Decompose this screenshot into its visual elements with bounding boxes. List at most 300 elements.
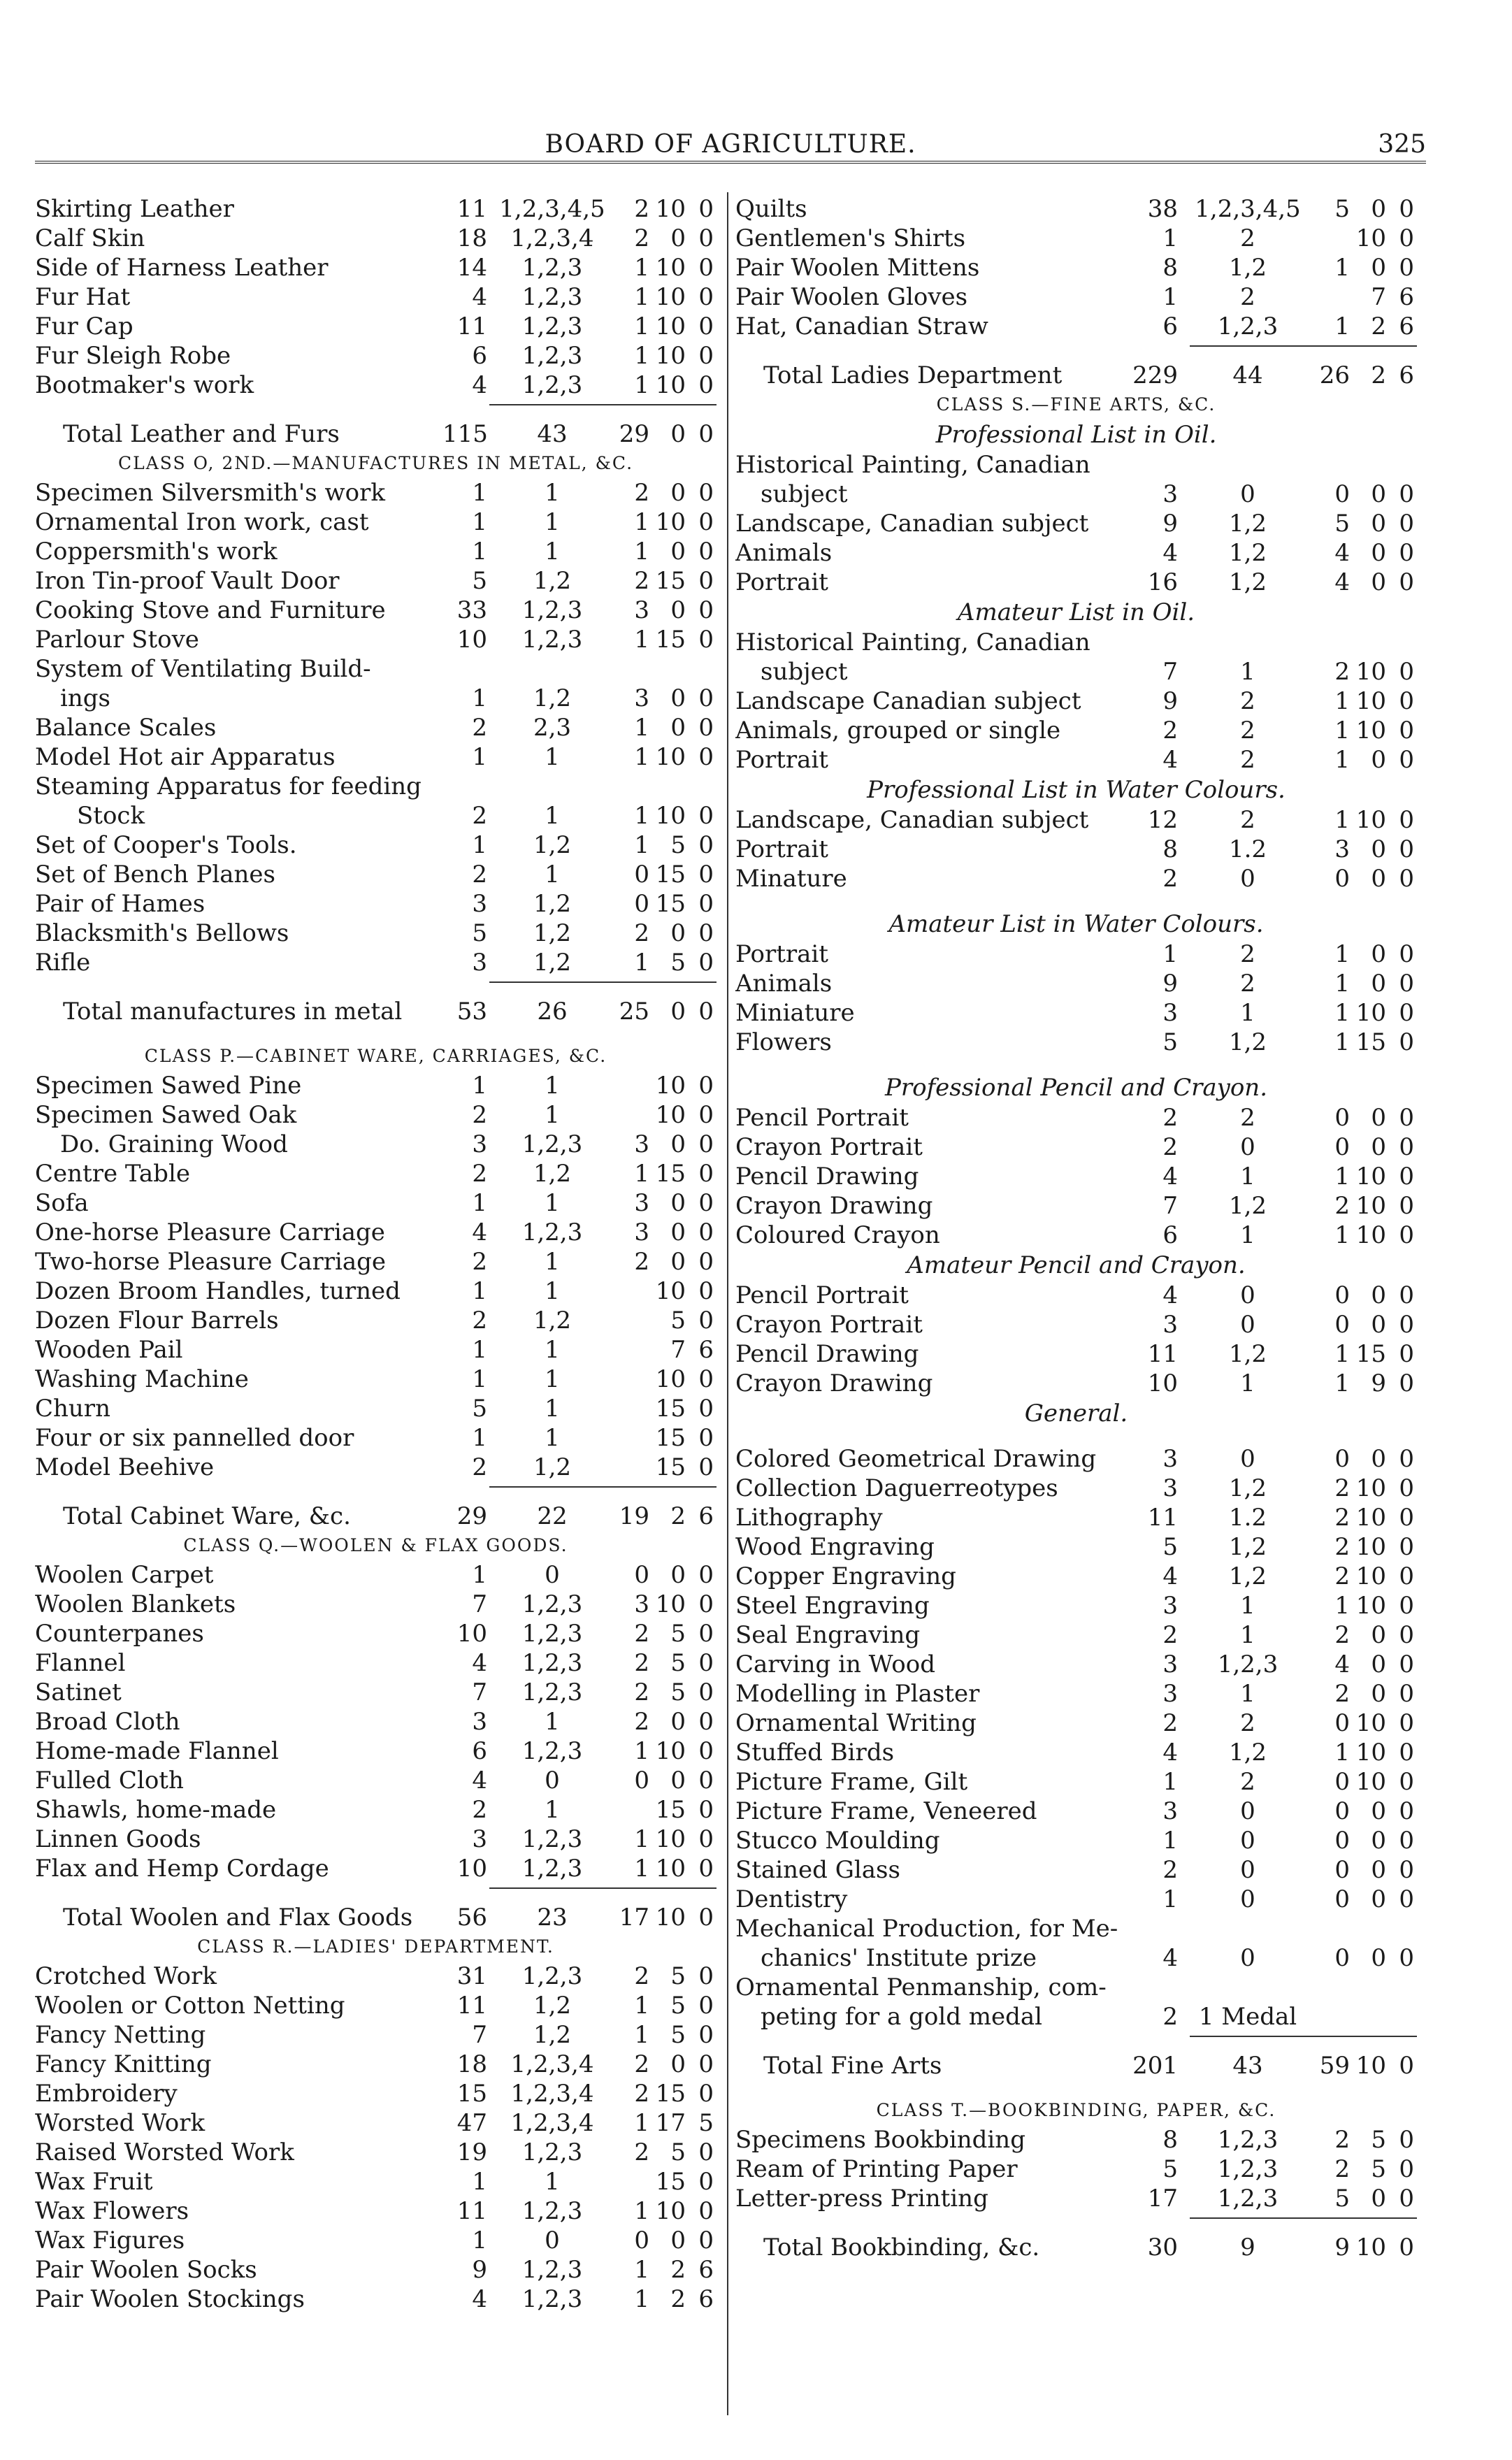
table-row (35, 1453, 717, 1482)
table-row (35, 919, 717, 948)
table-row (35, 312, 717, 341)
table-row (735, 1620, 1417, 1650)
amount-pence: 0 (1399, 687, 1414, 715)
prizes-awarded: 1 (545, 1277, 560, 1305)
entries-count: 1 (1162, 1827, 1178, 1855)
table-row (35, 860, 717, 889)
entries-count: 3 (472, 1130, 487, 1158)
item-name: Pair of Hames (35, 890, 206, 918)
amount-pounds: 1 (634, 2256, 649, 2284)
item-name: Model Hot air Apparatus (35, 743, 336, 771)
amount-shillings: 10 (655, 371, 686, 399)
table-row (35, 1854, 717, 1883)
amount-shillings: 5 (670, 1678, 686, 1706)
table-row (735, 1679, 1417, 1709)
item-name: Rifle (35, 949, 91, 977)
table-row (35, 537, 717, 566)
table-row (735, 509, 1417, 538)
amount-shillings: 15 (655, 890, 686, 918)
amount-shillings: 10 (655, 2197, 686, 2225)
amount-shillings: 15 (655, 861, 686, 889)
amount-shillings: 2 (1371, 361, 1386, 389)
entries-count: 3 (1162, 1311, 1178, 1339)
item-name: peting for a gold medal (761, 2003, 1043, 2031)
amount-pence: 0 (698, 1620, 714, 1648)
table-row (735, 2125, 1417, 2155)
table-row (735, 1532, 1417, 1562)
entries-count: 7 (1162, 658, 1178, 686)
item-name: ings (60, 684, 110, 712)
entries-count: 14 (456, 254, 487, 282)
amount-pounds: 2 (634, 1708, 649, 1736)
item-name: Portrait (735, 746, 828, 774)
amount-pence: 0 (1399, 195, 1414, 223)
prizes-awarded: 2 (1240, 1768, 1255, 1796)
amount-pounds: 1 (634, 714, 649, 742)
item-name: Pencil Drawing (735, 1340, 919, 1368)
prizes-awarded: 1 (545, 743, 560, 771)
item-name: Crayon Drawing (735, 1369, 933, 1397)
table-row (735, 745, 1417, 775)
prizes-awarded: 1 (545, 802, 560, 830)
amount-pounds: 2 (634, 567, 649, 595)
amount-pence: 0 (698, 538, 714, 566)
prizes-awarded: 1,2,3 (521, 1590, 583, 1618)
amount-pence: 0 (1399, 970, 1414, 998)
amount-shillings: 10 (655, 312, 686, 340)
amount-shillings: 10 (1355, 1739, 1386, 1767)
amount-shillings: 10 (655, 1855, 686, 1883)
amount-pence: 0 (698, 802, 714, 830)
amount-shillings: 0 (1371, 539, 1386, 567)
table-row (735, 1474, 1417, 1503)
entries-count: 2 (1162, 865, 1178, 893)
prizes-awarded: 1,2 (1228, 254, 1267, 282)
table-row (35, 1619, 717, 1648)
amount-shillings: 15 (1355, 1028, 1386, 1056)
amount-pounds: 0 (1334, 1856, 1350, 1884)
prizes-awarded: 1 (545, 1424, 560, 1452)
entries-count: 6 (1162, 1221, 1178, 1249)
amount-pounds: 1 (1334, 687, 1350, 715)
entries-count: 201 (1132, 2052, 1178, 2080)
amount-pounds: 2 (634, 2138, 649, 2166)
item-name: Centre Table (35, 1160, 190, 1188)
amount-pounds: 0 (634, 2227, 649, 2254)
left-column (35, 194, 717, 2417)
amount-pence: 0 (698, 1072, 714, 1100)
prizes-awarded: 1 (545, 1072, 560, 1100)
amount-pence: 6 (1399, 361, 1414, 389)
entries-count: 2 (1162, 1104, 1178, 1132)
amount-pence: 0 (698, 508, 714, 536)
table-row (35, 596, 717, 625)
amount-pounds: 0 (1334, 1827, 1350, 1855)
amount-pounds: 1 (634, 2197, 649, 2225)
item-name: Portrait (735, 940, 828, 968)
table-row (35, 2167, 717, 2196)
amount-pence: 0 (1399, 510, 1414, 538)
table-row (35, 1130, 717, 1159)
class-heading: CLASS S.—FINE ARTS, &C. (936, 394, 1216, 415)
amount-pence: 0 (1399, 1944, 1414, 1972)
amount-pence: 0 (1399, 1474, 1414, 1502)
amount-shillings: 5 (1371, 2126, 1386, 2154)
prizes-awarded: 1,2,3 (521, 1620, 583, 1648)
item-name: Portrait (735, 835, 828, 863)
entries-count: 1 (472, 1336, 487, 1364)
amount-pence: 0 (1399, 999, 1414, 1027)
table-row (35, 1100, 717, 1130)
amount-pence: 0 (698, 567, 714, 595)
entries-count: 5 (1162, 1533, 1178, 1561)
amount-pounds: 1 (634, 1992, 649, 2020)
item-name: Coloured Crayon (735, 1221, 940, 1249)
table-row (35, 341, 717, 371)
amount-pence: 0 (1399, 1104, 1414, 1132)
amount-shillings: 7 (1371, 283, 1386, 311)
item-name: Carving in Wood (735, 1650, 936, 1678)
amount-shillings: 0 (1371, 1104, 1386, 1132)
amount-shillings: 0 (670, 1218, 686, 1246)
table-row (735, 1162, 1417, 1191)
prizes-awarded: 1,2,3 (521, 371, 583, 399)
total-row (735, 361, 1417, 390)
class-heading: CLASS R.—LADIES' DEPARTMENT. (197, 1936, 554, 1957)
item-name: Counterpanes (35, 1620, 204, 1648)
item-name: Woolen Blankets (35, 1590, 236, 1618)
entries-count: 3 (1162, 1474, 1178, 1502)
item-name: Worsted Work (35, 2109, 206, 2137)
item-name: Gentlemen's Shirts (735, 224, 966, 252)
prizes-awarded: 1,2 (533, 1992, 572, 2020)
amount-pence: 0 (698, 1855, 714, 1883)
table-row (735, 805, 1417, 835)
item-name: Stuffed Birds (735, 1739, 895, 1767)
amount-pounds: 0 (1334, 1768, 1350, 1796)
amount-pence: 0 (698, 626, 714, 654)
prizes-awarded: 2 (1240, 970, 1255, 998)
amount-pence: 0 (698, 949, 714, 977)
prizes-awarded: 2 (1240, 806, 1255, 834)
amount-pence: 0 (698, 1767, 714, 1794)
item-name: Pencil Portrait (735, 1281, 909, 1309)
amount-shillings: 0 (670, 479, 686, 507)
entries-count: 33 (456, 596, 487, 624)
prizes-awarded: 1 (545, 861, 560, 889)
amount-shillings: 0 (1371, 510, 1386, 538)
item-name: Cooking Stove and Furniture (35, 596, 386, 624)
item-name: Shawls, home-made (35, 1796, 277, 1824)
item-name: Flannel (35, 1649, 126, 1677)
amount-pence: 0 (1399, 1856, 1414, 1884)
amount-pounds: 0 (1334, 1281, 1350, 1309)
amount-pence: 0 (1399, 480, 1414, 508)
prizes-awarded: 1,2,3,4 (510, 2050, 594, 2078)
amount-pounds: 2 (634, 1962, 649, 1990)
entries-count: 4 (472, 283, 487, 311)
amount-shillings: 10 (1355, 224, 1386, 252)
amount-shillings: 2 (670, 2256, 686, 2284)
entries-count: 12 (1147, 806, 1178, 834)
amount-shillings: 0 (670, 1248, 686, 1276)
prizes-awarded: 1.2 (1228, 1504, 1267, 1532)
amount-pence: 0 (1399, 1885, 1414, 1913)
table-row (35, 1306, 717, 1335)
amount-pence: 0 (698, 254, 714, 282)
amount-pounds: 4 (1334, 568, 1350, 596)
item-name: Ornamental Writing (735, 1709, 977, 1737)
table-row (35, 2255, 717, 2285)
item-name: Fancy Netting (35, 2021, 206, 2049)
table-row (735, 686, 1417, 716)
prizes-awarded: 1,2,3 (521, 1130, 583, 1158)
entries-count: 3 (1162, 480, 1178, 508)
prizes-awarded: 1 (1240, 1163, 1255, 1191)
item-name-line: Mechanical Production, for Me- (735, 1915, 1118, 1943)
amount-pence: 0 (1399, 658, 1414, 686)
item-name-line: Steaming Apparatus for feeding (35, 772, 422, 800)
total-row (735, 2233, 1417, 2262)
table-row (735, 1028, 1417, 1057)
prizes-awarded: 1,2 (533, 2021, 572, 2049)
amount-shillings: 10 (1355, 2234, 1386, 2261)
item-name: Fur Sleigh Robe (35, 342, 231, 370)
amount-shillings: 5 (670, 1649, 686, 1677)
amount-pounds: 3 (1334, 835, 1350, 863)
entries-count: 10 (1147, 1369, 1178, 1397)
item-name: Dozen Flour Barrels (35, 1307, 279, 1335)
item-name: Wax Flowers (35, 2197, 189, 2225)
entries-count: 4 (472, 2285, 487, 2313)
amount-pence: 0 (698, 371, 714, 399)
header-rule (35, 161, 1426, 164)
entries-count: 2 (472, 714, 487, 742)
table-row (735, 835, 1417, 864)
item-name: Dozen Broom Handles, turned (35, 1277, 401, 1305)
spacer (735, 1057, 1417, 1072)
table-row (735, 998, 1417, 1028)
amount-shillings: 10 (1355, 1163, 1386, 1191)
prizes-awarded: 1,2,3,4,5 (499, 195, 605, 223)
prizes-awarded: 1,2,3,4 (510, 224, 594, 252)
entries-count: 1 (1162, 940, 1178, 968)
amount-pounds: 9 (1334, 2234, 1350, 2261)
amount-pounds: 1 (1334, 254, 1350, 282)
entries-count: 9 (472, 2256, 487, 2284)
item-name: Broad Cloth (35, 1708, 180, 1736)
amount-pence: 0 (1399, 1340, 1414, 1368)
subsection-heading: Professional Pencil and Crayon. (884, 1074, 1268, 1102)
item-name: Steel Engraving (735, 1592, 930, 1620)
amount-pence: 0 (1399, 2155, 1414, 2183)
amount-shillings: 10 (1355, 658, 1386, 686)
entries-count: 16 (1147, 568, 1178, 596)
amount-pounds: 2 (634, 1248, 649, 1276)
amount-pounds: 2 (1334, 1474, 1350, 1502)
amount-pounds: 1 (1334, 999, 1350, 1027)
item-name: Set of Bench Planes (35, 861, 275, 889)
column-divider (727, 192, 728, 2415)
item-name: Balance Scales (35, 714, 217, 742)
amount-pence: 0 (698, 743, 714, 771)
amount-shillings: 0 (1371, 2185, 1386, 2213)
item-name: Pair Woolen Gloves (735, 283, 968, 311)
table-row (35, 371, 717, 400)
amount-shillings: 0 (1371, 1885, 1386, 1913)
prizes-awarded: 1,2 (1228, 568, 1267, 596)
amount-pence: 0 (1399, 1739, 1414, 1767)
amount-pounds: 5 (1334, 195, 1350, 223)
amount-pounds: 5 (1334, 510, 1350, 538)
entries-count: 8 (1162, 254, 1178, 282)
subsection-heading: Amateur Pencil and Crayon. (907, 1251, 1246, 1279)
table-row (35, 830, 717, 860)
amount-pounds: 1 (634, 283, 649, 311)
item-name: Wax Figures (35, 2227, 185, 2254)
amount-shillings: 10 (655, 743, 686, 771)
entries-count: 6 (1162, 312, 1178, 340)
item-name: Stucco Moulding (735, 1827, 940, 1855)
prizes-awarded: 1 (545, 2168, 560, 2196)
total-row (35, 1502, 717, 1531)
item-name: Crayon Drawing (735, 1192, 933, 1220)
prizes-awarded: 2 (1240, 224, 1255, 252)
amount-shillings: 0 (670, 2050, 686, 2078)
amount-pounds: 2 (634, 1649, 649, 1677)
prizes-awarded: 0 (545, 1767, 560, 1794)
amount-pence: 0 (1399, 1797, 1414, 1825)
amount-pounds: 2 (1334, 1192, 1350, 1220)
prizes-awarded: 2,3 (533, 714, 572, 742)
prizes-awarded: 1,2,3 (521, 1825, 583, 1853)
item-name: Pair Woolen Socks (35, 2256, 257, 2284)
spacer (735, 2080, 1417, 2096)
subsection-heading: Amateur List in Oil. (957, 598, 1195, 626)
table-row (735, 1591, 1417, 1620)
entries-count: 4 (472, 1767, 487, 1794)
entries-count: 2 (1162, 1856, 1178, 1884)
item-name: subject (761, 480, 848, 508)
entries-count: 31 (456, 1962, 487, 1990)
table-row (35, 1825, 717, 1854)
subsection-heading: Amateur List in Water Colours. (888, 910, 1264, 938)
item-name: Letter-press Printing (735, 2185, 988, 2213)
entries-count: 18 (456, 224, 487, 252)
entries-count: 229 (1132, 361, 1178, 389)
amount-shillings: 15 (655, 1160, 686, 1188)
amount-pence: 0 (1399, 2052, 1414, 2080)
amount-pence: 0 (698, 919, 714, 947)
amount-pounds: 1 (634, 743, 649, 771)
prizes-awarded: 1,2,3 (1217, 1650, 1279, 1678)
amount-pence: 0 (1399, 1592, 1414, 1620)
amount-pence: 6 (698, 2256, 714, 2284)
prizes-awarded: 1,2 (1228, 1562, 1267, 1590)
table-row (735, 1103, 1417, 1132)
amount-shillings: 0 (670, 1561, 686, 1589)
prizes-awarded: 0 (545, 2227, 560, 2254)
item-name: Stock (77, 802, 145, 830)
amount-shillings: 0 (1371, 1797, 1386, 1825)
entries-count: 15 (456, 2080, 487, 2108)
entries-count: 4 (1162, 1562, 1178, 1590)
amount-pence: 0 (1399, 1221, 1414, 1249)
amount-shillings: 15 (1355, 1340, 1386, 1368)
entries-count: 53 (456, 998, 487, 1026)
item-name: Home-made Flannel (35, 1737, 279, 1765)
amount-pence: 0 (698, 312, 714, 340)
entries-count: 2 (472, 1101, 487, 1129)
amount-pence: 0 (698, 1248, 714, 1276)
table-row (735, 1369, 1417, 1398)
total-rule (735, 2213, 1417, 2229)
prizes-awarded: 1,2,3 (521, 254, 583, 282)
entries-count: 3 (472, 949, 487, 977)
amount-pence: 0 (698, 1365, 714, 1393)
table-row (735, 2002, 1417, 2031)
amount-shillings: 0 (1371, 1445, 1386, 1473)
prizes-awarded: 0 (1240, 1445, 1255, 1473)
amount-pounds: 1 (634, 1825, 649, 1853)
entries-count: 4 (1162, 1739, 1178, 1767)
table-row (35, 2079, 717, 2108)
amount-pence: 0 (1399, 1827, 1414, 1855)
entries-count: 2 (472, 1453, 487, 1481)
amount-pence: 5 (698, 2109, 714, 2137)
table-row (35, 1159, 717, 1188)
table-row (735, 1221, 1417, 1250)
amount-shillings: 10 (655, 508, 686, 536)
amount-pounds: 2 (1334, 1504, 1350, 1532)
table-row (35, 1247, 717, 1276)
amount-pounds: 2 (634, 2050, 649, 2078)
table-row (35, 2138, 717, 2167)
prizes-awarded: 1,2 (1228, 510, 1267, 538)
amount-pence: 6 (698, 1336, 714, 1364)
item-name: subject (761, 658, 848, 686)
entries-count: 17 (1147, 2185, 1178, 2213)
entries-count: 9 (1162, 970, 1178, 998)
class-heading: CLASS P.—CABINET WARE, CARRIAGES, &C. (144, 1046, 607, 1066)
prizes-awarded: 1 (545, 1395, 560, 1423)
table-row (735, 2184, 1417, 2213)
amount-pounds: 2 (1334, 1680, 1350, 1708)
entries-count: 11 (456, 195, 487, 223)
entries-count: 3 (1162, 1797, 1178, 1825)
amount-pence: 0 (1399, 1133, 1414, 1161)
amount-pence: 0 (698, 1218, 714, 1246)
amount-shillings: 15 (655, 626, 686, 654)
entries-count: 5 (472, 919, 487, 947)
amount-shillings: 10 (655, 1101, 686, 1129)
prizes-awarded: 2 (1240, 1104, 1255, 1132)
prizes-awarded: 1,2 (533, 831, 572, 859)
entries-count: 3 (1162, 1445, 1178, 1473)
amount-pounds: 2 (1334, 1533, 1350, 1561)
prizes-awarded: 1 (1240, 1592, 1255, 1620)
entries-count: 4 (1162, 746, 1178, 774)
class-heading: CLASS O, 2ND.—MANUFACTURES IN METAL, &C. (117, 453, 634, 473)
table-row (35, 713, 717, 742)
table-row (35, 625, 717, 654)
amount-pence: 0 (698, 1678, 714, 1706)
prizes-awarded: 26 (537, 998, 568, 1026)
amount-shillings: 0 (670, 1189, 686, 1217)
amount-pounds: 26 (1319, 361, 1350, 389)
table-row (35, 1707, 717, 1736)
entries-count: 1 (472, 538, 487, 566)
